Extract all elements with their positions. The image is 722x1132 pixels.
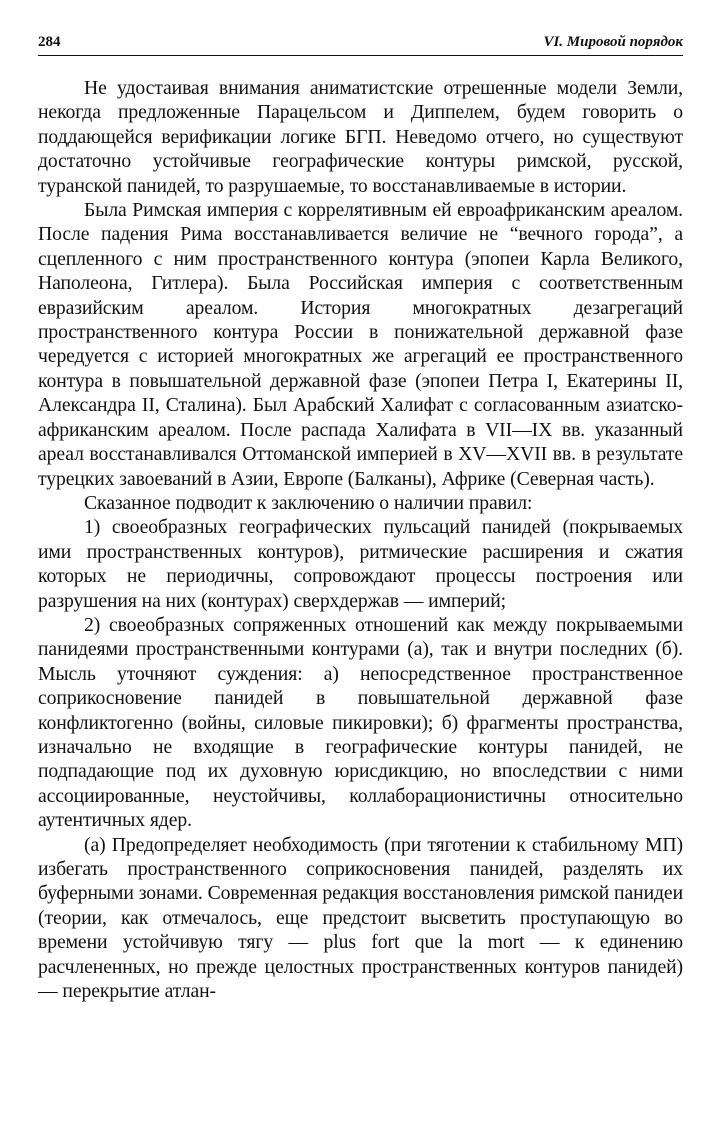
paragraph-2: Была Римская империя с коррелятивным ей евроафриканским ареалом. После падения Рима восстанавливается величие не “вечного города”, а сцепленного с ним пространственного контура (эпопеи Карла Великого, Наполеона, Гитлера). Была Российская империя с соответственным евразийским ареалом. История многократных дезагрегаций пространственного контура России в понижательной державной фазе чередуется с историей многократных же агрегаций ее пространственного контура в повышательной державной фазе (эпопеи Петра I, Екатерины II, Александра II, Сталина). Был Арабский Халифат с согласованным азиатско-африканским ареалом. После распада Халифата в VII—IX вв. указанный ареал восстанавливался Оттоманской империей в XV—XVII вв. в результате турецких завоеваний в Азии, Европе (Балканы), Африке (Северная часть). (38, 199, 683, 490)
paragraph-4: 1) своеобразных географических пульсаций панидей (покрываемых ими пространственных контуров), ритмические расширения и сжатия которых не периодичны, сопровождают процессы построения или разрушения на них (контурах) сверхдержав — империй; (38, 516, 683, 612)
page-header (38, 30, 683, 54)
page-number: 284 (38, 34, 61, 50)
running-title: VI. Мировой порядок (543, 34, 683, 50)
paragraph-5: 2) своеобразных сопряженных отношений как между покрываемыми панидеями пространственными контурами (а), так и внутри последних (б). Мысль уточняют суждения: а) непосредственное пространственное соприкосновение панидей в повышательной державной фазе конфликтогенно (войны, силовые пикировки); б) фрагменты пространства, изначально не входящие в географические контуры панидей, не подпадающие под их духовную юрисдикцию, но впоследствии с ними ассоциированные, неустойчивы, коллаборационистичны относительно аутентичных ядер. (38, 613, 683, 832)
header-rule (38, 55, 683, 56)
paragraph-3: Сказанное подводит к заключению о наличии правил: (84, 491, 533, 514)
book-page (38, 30, 683, 1003)
paragraph-6: (а) Предопределяет необходимость (при тяготении к стабильному МП) избегать пространственного соприкосновения панидей, разделять их буферными зонами. Современная редакция восстановления римской панидеи (теории, как отмечалось, еще предстоит высветить проступающую во времени устойчивую тягу — plus fort que la mort — к единению расчлененных, но прежде целостных пространственных контуров панидей) — перекрытие атлан- (38, 833, 683, 1003)
body-text (38, 76, 683, 1003)
paragraph-1: Не удостаивая внимания аниматистские отрешенные модели Земли, некогда предложенные Парацельсом и Диппелем, будем говорить о поддающейся верификации логике БГП. Неведомо отчего, но существуют достаточно устойчивые географические контуры римской, русской, туранской панидей, то разрушаемые, то восстанавливаемые в истории. (38, 77, 683, 197)
